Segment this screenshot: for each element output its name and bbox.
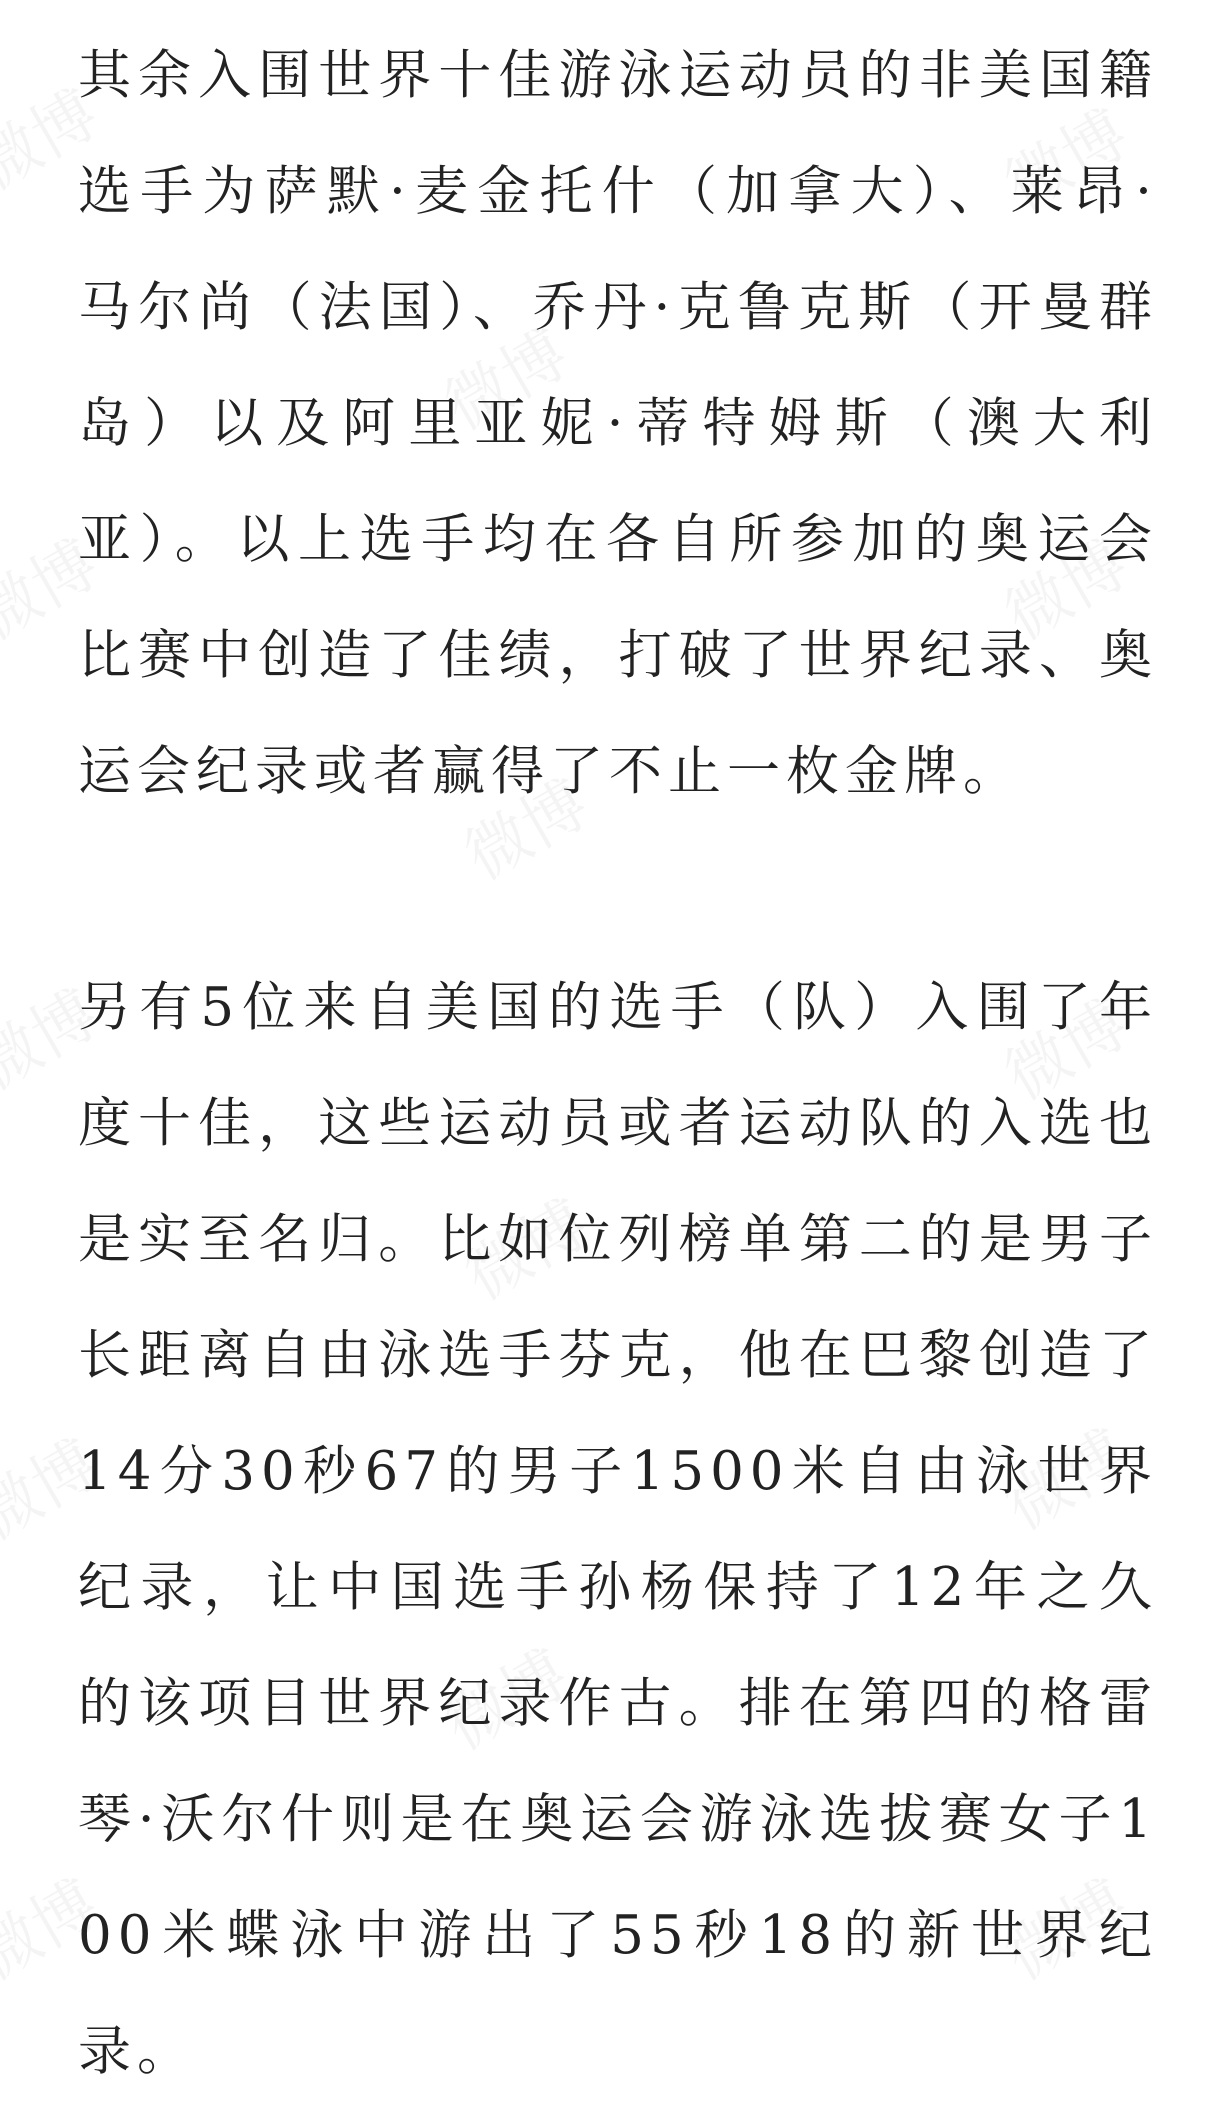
- article-body: [78, 18, 1158, 2110]
- paragraph-us-swimmers: 另有5位来自美国的选手（队）入围了年度十佳，这些运动员或者运动队的入选也是实至名归。比如位列榜单第二的是男子长距离自由泳选手芬克，他在巴黎创造了14分30秒67的男子1500米自由泳世界纪录，让中国选手孙杨保持了12年之久的该项目世界纪录作古。排在第四的格雷琴·沃尔什则是在奥运会游泳选拔赛女子100米蝶泳中游出了55秒18的新世界纪录。: [78, 977, 1158, 2082]
- paragraph-non-us-swimmers: 其余入围世界十佳游泳运动员的非美国籍选手为萨默·麦金托什（加拿大）、莱昂·马尔尚（法国）、乔丹·克鲁克斯（开曼群岛）以及阿里亚妮·蒂特姆斯（澳大利亚）。以上选手均在各自所参加的奥运会比赛中创造了佳绩，打破了世界纪录、奥运会纪录或者赢得了不止一枚金牌。: [78, 45, 1158, 802]
